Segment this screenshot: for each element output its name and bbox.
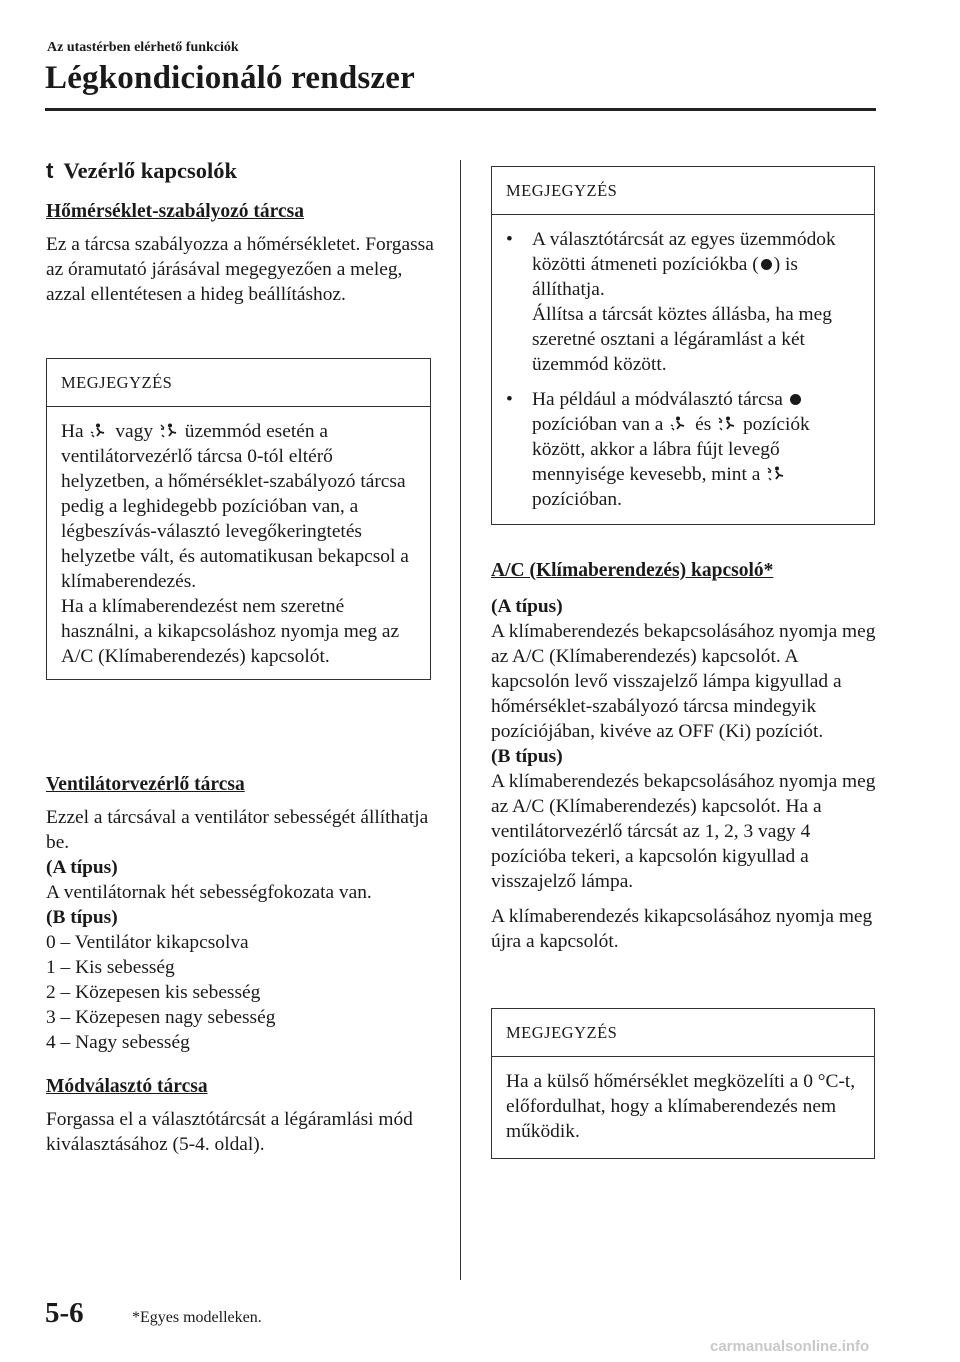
note-bullet-2: • Ha például a módválasztó tárcsa pozícióban van a és pozíciók között, akkor a lábra fújt levegő mennyisége kevesebb, mint a pozícióban. xyxy=(506,389,810,510)
section-label: Az utastérben elérhető funkciók xyxy=(47,40,239,55)
temp-dial-text: Ez a tárcsa szabályozza a hőmérsékletet. Forgassa az óramutató járásával megegyezően a meleg, azzal ellentétesen a hideg beállításhoz. xyxy=(46,234,434,305)
watermark: carmanualsonline.info xyxy=(710,1338,870,1355)
column-divider xyxy=(460,160,461,1280)
note-body: Ha vagy üzemmód esetén a ventilátorvezérlő tárcsa 0-tól eltérő helyzetben, a hőmérséklet-szabályozó tárcsa pedig a leghidegebb pozícióban van, a légbeszívás-választó levegőkeringtetés helyzetbe vált, és automatikusan bekapcsol a klímaberendezés. Ha a klímaberendezést nem szeretné használni, a kikapcsoláshoz nyomja meg az A/C (Klímaberendezés) kapcsolót. xyxy=(61,421,409,667)
heading-marker: t xyxy=(46,158,54,183)
type-a-text: A ventilátornak hét sebességfokozata van. xyxy=(46,882,372,903)
fan-dial-text: Ezzel a tárcsával a ventilátor sebességét állíthatja be. xyxy=(46,807,429,853)
ac-off-text: A klímaberendezés kikapcsolásához nyomja meg újra a kapcsolót. xyxy=(491,906,873,952)
note-box-2 xyxy=(491,166,875,525)
intermediate-position-dot-icon xyxy=(761,259,772,270)
header-rule xyxy=(45,108,876,111)
ac-switch-title: A/C (Klímaberendezés) kapcsoló* xyxy=(491,560,774,581)
note-heading: MEGJEGYZÉS xyxy=(47,359,430,407)
fan-level-3: 3 – Közepesen nagy sebesség xyxy=(46,1007,276,1028)
section-heading: t Vezérlő kapcsolók xyxy=(46,158,238,183)
type-a-text: A klímaberendezés bekapcsolásához nyomja meg az A/C (Klímaberendezés) kapcsolót. A kapcsolón levő visszajelző lámpa kigyullad a hőmérséklet-szabályozó tárcsa mindegyik pozíciójában, kivéve az OFF (Ki) pozíciót. xyxy=(491,621,876,742)
page-number: 5-6 xyxy=(45,1297,84,1329)
fan-level-0: 0 – Ventilátor kikapcsolva xyxy=(46,932,249,953)
type-b-label: (B típus) xyxy=(491,746,563,767)
note-box-3 xyxy=(491,1008,875,1159)
fan-level-1: 1 – Kis sebesség xyxy=(46,957,175,978)
note-box-1 xyxy=(46,358,431,680)
intermediate-position-dot-icon xyxy=(790,394,801,405)
footnote: *Egyes modelleken. xyxy=(132,1309,262,1326)
mode-dial-title: Módválasztó tárcsa xyxy=(46,1076,208,1097)
type-b-label: (B típus) xyxy=(46,907,118,928)
fan-dial-title: Ventilátorvezérlő tárcsa xyxy=(46,774,245,795)
fan-level-2: 2 – Közepesen kis sebesség xyxy=(46,982,261,1003)
note-bullet-1: • A választótárcsát az egyes üzemmódok közötti átmeneti pozíciókba ( ) is állíthatja. Állítsa a tárcsát köztes állásba, ha meg szeretné osztani a légáramlást a két üzemmód között. xyxy=(506,229,836,375)
mode-dial-text: Forgassa el a választótárcsát a légáramlási mód kiválasztásához (5-4. oldal). xyxy=(46,1109,413,1155)
temp-dial-title: Hőmérséklet-szabályozó tárcsa xyxy=(46,201,304,222)
foot-defrost-mode-icon xyxy=(767,466,785,482)
type-a-label: (A típus) xyxy=(46,857,118,878)
note-heading: MEGJEGYZÉS xyxy=(492,1009,874,1057)
note-body xyxy=(492,215,874,524)
note-body: Ha a külső hőmérséklet megközelíti a 0 °C-t, előfordulhat, hogy a klímaberendezés nem működik. xyxy=(506,1071,856,1142)
type-a-label: (A típus) xyxy=(491,596,563,617)
page-title: Légkondicionáló rendszer xyxy=(45,60,415,96)
foot-defrost-mode-icon xyxy=(160,423,178,439)
foot-defrost-mode-icon xyxy=(718,416,736,432)
fan-level-4: 4 – Nagy sebesség xyxy=(46,1032,190,1053)
foot-mode-icon xyxy=(90,423,108,439)
note-heading: MEGJEGYZÉS xyxy=(492,167,874,215)
type-b-text: A klímaberendezés bekapcsolásához nyomja meg az A/C (Klímaberendezés) kapcsolót. Ha a ventilátorvezérlő tárcsát az 1, 2, 3 vagy 4 pozícióba tekeri, a kapcsolón kigyullad a visszajelző lámpa. xyxy=(491,771,876,892)
foot-mode-icon xyxy=(670,416,688,432)
